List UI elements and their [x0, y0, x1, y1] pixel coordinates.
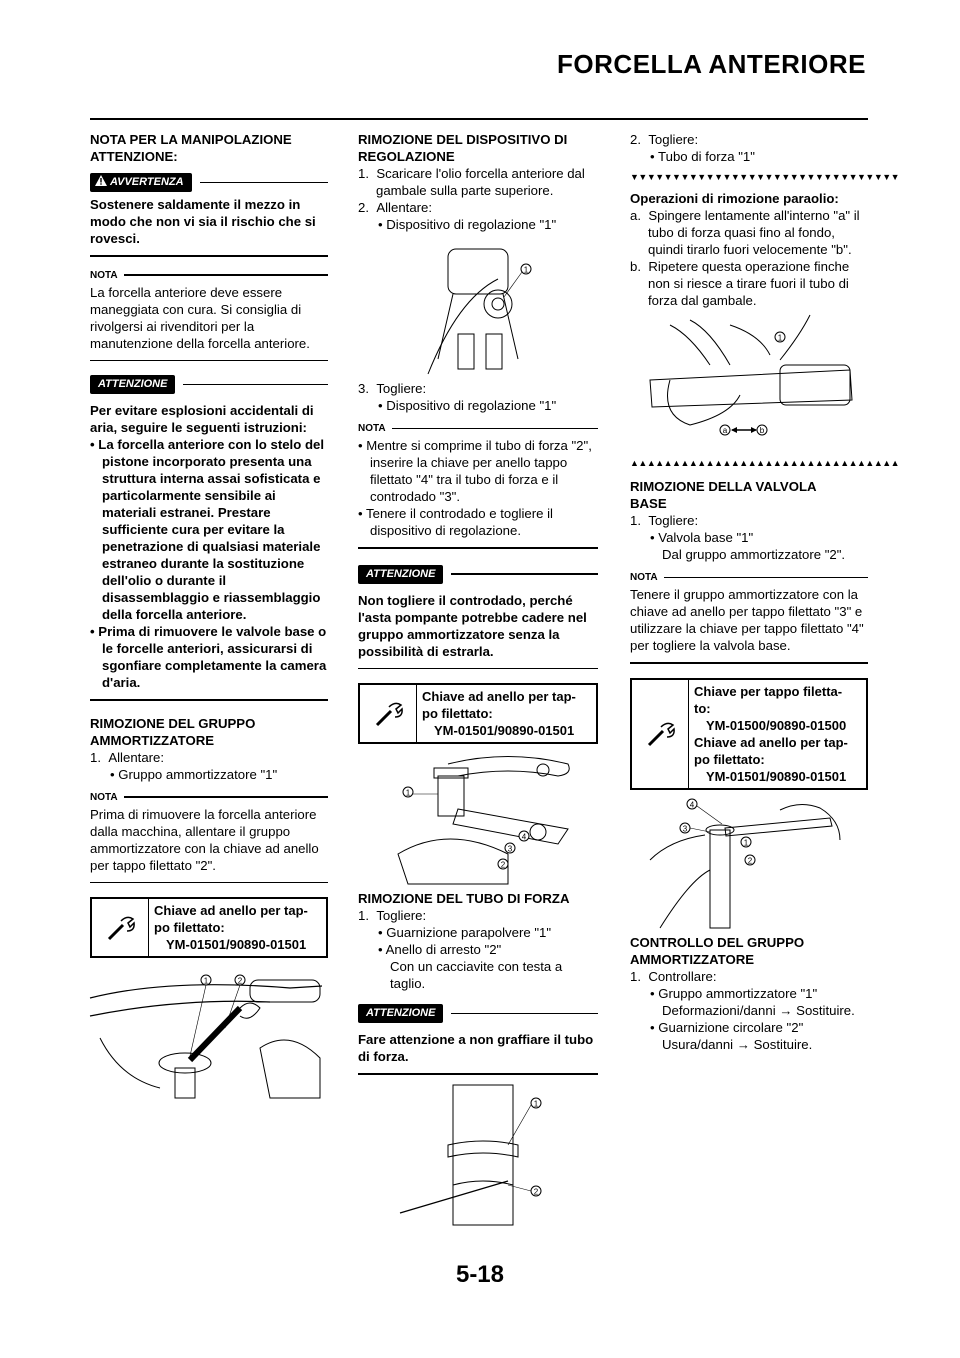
- step: 1. Scaricare l'olio forcella anteriore dal gambale sulla parte superiore.: [358, 166, 585, 198]
- warning-text: Sostenere saldamente il mezzo in modo che non vi sia il rischio che si rovesci.: [90, 197, 316, 246]
- warning-label: AVVERTENZA: [90, 173, 192, 192]
- procedure-start-marker: ▼▼▼▼▼▼▼▼▼▼▼▼▼▼▼▼▼▼▼▼▼▼▼▼▼▼▼▼▼▼▼▼: [630, 172, 900, 182]
- section-heading: AMMORTIZZATORE: [630, 951, 755, 967]
- caution-label: ATTENZIONE: [358, 565, 443, 584]
- section-heading: RIMOZIONE DELLA VALVOLA: [630, 479, 817, 494]
- note-text: Tenere il gruppo ammortizzatore con la chiave ad anello per tappo filettato "3" e utilizzare la chiave per tappo filettato "4" per togliere la valvola base.: [630, 587, 864, 653]
- note-tag: NOTA: [358, 420, 598, 437]
- step: 1. Togliere:: [630, 513, 699, 528]
- callout: 2: [747, 856, 753, 865]
- note-bullet: • Tenere il controdado e togliere il dispositivo di regolazione.: [358, 506, 553, 538]
- divider: [90, 360, 328, 362]
- step: 2. Togliere:: [630, 132, 699, 147]
- callout: 4: [521, 832, 527, 842]
- callout: 1: [523, 265, 529, 275]
- caution-tag: [358, 1004, 598, 1023]
- tool-code: YM-01501/90890-01501: [706, 768, 847, 784]
- tool-name: Chiave per tappo filetta-: [694, 683, 843, 699]
- tool-name: Chiave ad anello per tap-: [694, 734, 848, 750]
- caution-tag: [358, 565, 598, 584]
- section-heading: CONTROLLO DEL GRUPPO: [630, 934, 805, 950]
- callout: 2: [500, 860, 506, 870]
- step-continuation: Deformazioni/danni → Sostituire.: [662, 1002, 855, 1018]
- divider: [630, 662, 868, 664]
- caution-text: Per evitare esplosioni accidentali di aria, seguire le seguenti istruzioni:: [90, 403, 314, 435]
- divider: [358, 1073, 598, 1075]
- step: 3. Togliere:: [358, 381, 427, 396]
- figure-base-valve: [630, 800, 868, 928]
- column-1: [90, 131, 328, 1104]
- warning-triangle-icon: [95, 175, 107, 186]
- note-tag: NOTA: [90, 267, 328, 284]
- step-item: • Gruppo ammortizzatore "1": [110, 766, 278, 782]
- tool-name: po filettato:: [154, 920, 225, 935]
- callout: 1: [203, 976, 209, 986]
- callout: 3: [682, 824, 688, 833]
- step-continuation: Dal gruppo ammortizzatore "2".: [662, 547, 846, 562]
- step-item: • Valvola base "1": [650, 530, 754, 545]
- wrench-icon: [360, 685, 417, 742]
- caution-tag: [90, 375, 328, 394]
- tool-code: YM-01501/90890-01501: [434, 723, 575, 738]
- section-heading: RIMOZIONE DEL TUBO DI FORZA: [358, 891, 570, 906]
- figure-locknut: [358, 754, 598, 884]
- caution-text: Fare attenzione a non graffiare il tubo di forza.: [358, 1032, 594, 1064]
- tool-name: po filettato:: [694, 751, 765, 767]
- note-text: La forcella anteriore deve essere maneggiata con cura. Si consiglia di rivolgersi ai rivenditori per la manutenzione della forcella anteriore.: [90, 284, 310, 351]
- arrow-right-icon: →: [736, 1036, 750, 1052]
- callout: 2: [237, 976, 243, 986]
- divider: [358, 547, 598, 549]
- procedure-heading: Operazioni di rimozione paraolio:: [630, 191, 839, 206]
- page-number: 5-18: [455, 1261, 505, 1288]
- wrench-icon: [632, 680, 689, 788]
- special-tool-box: [358, 683, 598, 744]
- special-tool-box: [90, 897, 328, 958]
- step-item: • Dispositivo di regolazione "1": [378, 398, 557, 413]
- divider: [90, 882, 328, 884]
- procedure-step: b. Ripetere questa operazione finche non si riesce a tirare fuori il tubo di forza dal gambale.: [630, 259, 850, 308]
- caution-label: ATTENZIONE: [358, 1004, 443, 1023]
- step: 1. Allentare:: [90, 749, 165, 765]
- section-heading: NOTA PER LA MANIPOLAZIONE: [90, 132, 292, 147]
- arrow-right-icon: →: [779, 1002, 793, 1018]
- figure-adjuster: [358, 239, 598, 374]
- tool-code: YM-01500/90890-01500: [706, 717, 847, 733]
- note-tag: NOTA: [630, 569, 868, 586]
- page-title: FORCELLA ANTERIORE: [557, 49, 866, 79]
- caution-bullet: • Prima di rimuovere le valvole base o le forcelle anteriori, assicurarsi di sgonfiare completamente la camera d'aria.: [90, 624, 327, 690]
- wrench-icon: [92, 899, 149, 956]
- section-heading: BASE: [630, 496, 667, 511]
- step-item: • Guarnizione circolare "2": [650, 1019, 804, 1035]
- callout: 1: [405, 788, 411, 798]
- divider: [90, 255, 328, 257]
- tool-name: po filettato:: [422, 706, 493, 721]
- section-heading: RIMOZIONE DEL GRUPPO: [90, 715, 256, 731]
- step-item: • Anello di arresto "2": [378, 942, 502, 957]
- note-text: Prima di rimuovere la forcella anteriore dalla macchina, allentare il gruppo ammortizzatore con la chiave ad anello per tappo filettato "2".: [90, 806, 319, 873]
- procedure-end-marker: ▲▲▲▲▲▲▲▲▲▲▲▲▲▲▲▲▲▲▲▲▲▲▲▲▲▲▲▲▲▲▲▲: [630, 458, 900, 468]
- tool-code: YM-01501/90890-01501: [166, 937, 307, 952]
- callout: a: [722, 426, 728, 435]
- step-item: • Dispositivo di regolazione "1": [378, 217, 557, 232]
- section-heading: ATTENZIONE:: [90, 149, 178, 164]
- section-heading: AMMORTIZZATORE: [90, 732, 215, 748]
- step: 1. Controllare:: [630, 968, 717, 984]
- caution-text: Non togliere il controdado, perché l'asta pompante potrebbe cadere nel gruppo ammortizzatore senza la possibilità di estrarla.: [358, 592, 587, 659]
- special-tool-box: [630, 678, 868, 790]
- figure-shock-loosening: [90, 968, 328, 1098]
- step: 2. Allentare:: [358, 200, 433, 215]
- column-3: [630, 131, 900, 1053]
- note-bullet: • Mentre si comprime il tubo di forza "2", inserire la chiave per anello tappo filettato "4" tra il tubo di forza e il controdado "3".: [358, 438, 592, 504]
- divider: [90, 699, 328, 701]
- column-2: [358, 131, 598, 1231]
- warning-tag: [90, 173, 328, 192]
- divider: [358, 668, 598, 670]
- caution-bullet: • La forcella anteriore con lo stelo del pistone incorporato presenta una struttura interna assai sofisticata e particolarmente sensibile ai materiali estranei. Prestare sufficiente cura per evitare la penetrazione di qualsiasi materiale estraneo durante la sostituzione dell'olio o durante il disassemblaggio e riassemblaggio della forcella anteriore.: [90, 437, 324, 622]
- tool-name: Chiave ad anello per tap-: [422, 689, 576, 704]
- step-item: • Gruppo ammortizzatore "1": [650, 985, 818, 1001]
- figure-dust-seal: [358, 1085, 598, 1225]
- callout: 2: [533, 1187, 539, 1196]
- procedure-step: a. Spingere lentamente all'interno "a" il tubo di forza quasi fino al fondo, quindi tirarlo fuori velocemente "b".: [630, 208, 860, 257]
- callout: b: [759, 426, 765, 435]
- callout: 4: [689, 800, 695, 809]
- callout: 3: [507, 844, 513, 854]
- section-heading: REGOLAZIONE: [358, 149, 455, 164]
- step-continuation: Usura/danni → Sostituire.: [662, 1036, 813, 1052]
- step-item: • Tubo di forza "1": [650, 149, 755, 164]
- section-heading: RIMOZIONE DEL DISPOSITIVO DI: [358, 132, 568, 147]
- callout: 1: [533, 1099, 539, 1108]
- note-tag: NOTA: [90, 789, 328, 806]
- figure-inner-tube: [630, 315, 868, 445]
- tool-name: Chiave ad anello per tap-: [154, 903, 308, 918]
- callout: 1: [777, 333, 783, 343]
- caution-label: ATTENZIONE: [90, 375, 175, 394]
- step-continuation: Con un cacciavite con testa a taglio.: [390, 959, 563, 991]
- tool-name: to:: [694, 700, 711, 716]
- step: 1. Togliere:: [358, 908, 427, 923]
- step-item: • Guarnizione parapolvere "1": [378, 925, 552, 940]
- callout: 1: [743, 838, 749, 847]
- header-rule: [90, 118, 868, 120]
